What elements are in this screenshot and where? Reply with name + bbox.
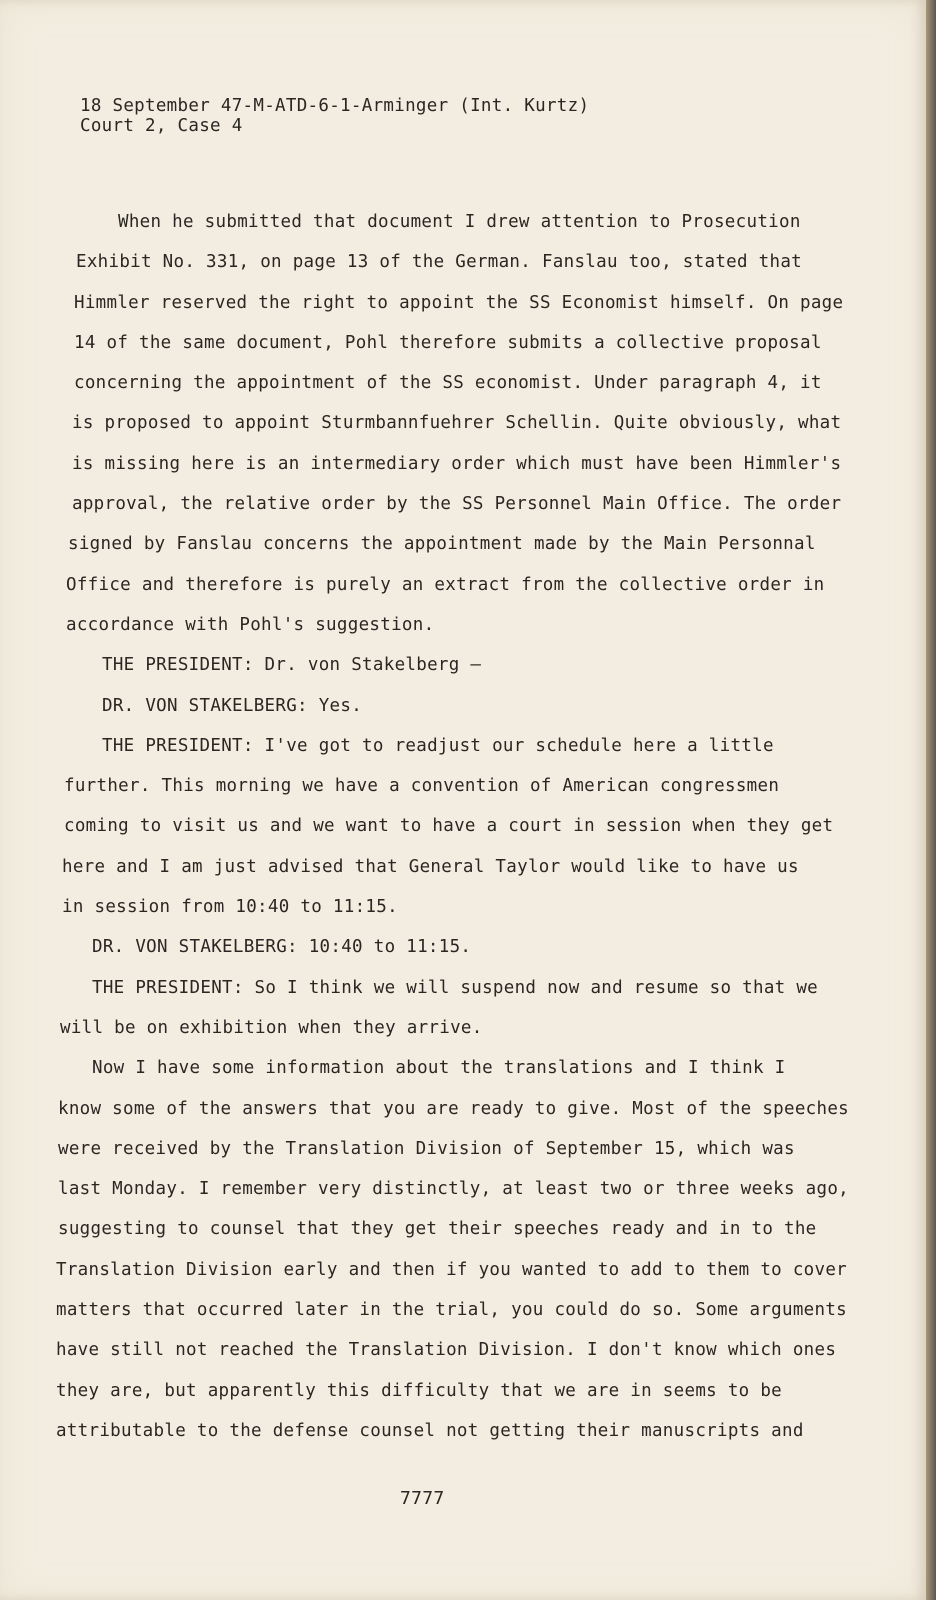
text-line: accordance with Pohl's suggestion. <box>66 614 435 635</box>
page-number: 7777 <box>400 1488 445 1509</box>
text-line: attributable to the defense counsel not getting their manuscripts and <box>56 1420 804 1441</box>
speaker-line: THE PRESIDENT: I've got to readjust our schedule here a little <box>102 735 774 756</box>
speaker-line: DR. VON STAKELBERG: Yes. <box>102 695 363 716</box>
text-line: Now I have some information about the translations and I think I <box>92 1058 786 1079</box>
document-header <box>80 96 589 136</box>
text-line: is proposed to appoint Sturmbannfuehrer Schellin. Quite obviously, what <box>72 413 842 434</box>
header-line-1: 18 September 47-M-ATD-6-1-Arminger (Int. Kurtz) <box>80 96 590 116</box>
text-line: they are, but apparently this difficulty that we are in seems to be <box>56 1380 783 1401</box>
transcript-body <box>56 202 850 1451</box>
text-line: signed by Fanslau concerns the appointment made by the Main Personnal <box>68 534 816 555</box>
text-line: were received by the Translation Division of September 15, which was <box>58 1138 795 1159</box>
text-line: 14 of the same document, Pohl therefore submits a collective proposal <box>74 332 822 353</box>
text-line: Himmler reserved the right to appoint the SS Economist himself. On page <box>74 292 844 313</box>
text-line: Office and therefore is purely an extract from the collective order in <box>66 574 825 595</box>
text-line: coming to visit us and we want to have a court in session when they get <box>64 816 834 837</box>
text-line: suggesting to counsel that they get their speeches ready and in to the <box>58 1219 817 1240</box>
text-line: will be on exhibition when they arrive. <box>60 1017 483 1038</box>
speaker-line: DR. VON STAKELBERG: 10:40 to 11:15. <box>92 937 472 958</box>
text-line: is missing here is an intermediary order which must have been Himmler's <box>72 453 842 474</box>
text-line: in session from 10:40 to 11:15. <box>62 897 398 918</box>
text-line: Translation Division early and then if you wanted to add to them to cover <box>56 1259 848 1280</box>
text-line: here and I am just advised that General Taylor would like to have us <box>62 856 799 877</box>
speaker-line: THE PRESIDENT: Dr. von Stakelberg — <box>102 655 482 676</box>
text-line: matters that occurred later in the trial, you could do so. Some arguments <box>56 1300 848 1321</box>
text-line: approval, the relative order by the SS Personnel Main Office. The order <box>72 494 842 515</box>
text-line: have still not reached the Translation Division. I don't know which ones <box>56 1340 837 1361</box>
text-line: further. This morning we have a convention of American congressmen <box>64 776 780 797</box>
text-line: Exhibit No. 331, on page 13 of the German. Fanslau too, stated that <box>76 252 803 273</box>
speaker-line: THE PRESIDENT: So I think we will suspend now and resume so that we <box>92 977 819 998</box>
text-line: know some of the answers that you are ready to give. Most of the speeches <box>58 1098 850 1119</box>
text-line: When he submitted that document I drew attention to Prosecution <box>118 212 801 232</box>
page-edge-shadow <box>926 0 936 1600</box>
text-line: last Monday. I remember very distinctly, at least two or three weeks ago, <box>58 1179 850 1200</box>
header-line-2: Court 2, Case 4 <box>80 116 243 136</box>
text-line: concerning the appointment of the SS economist. Under paragraph 4, it <box>74 373 822 394</box>
